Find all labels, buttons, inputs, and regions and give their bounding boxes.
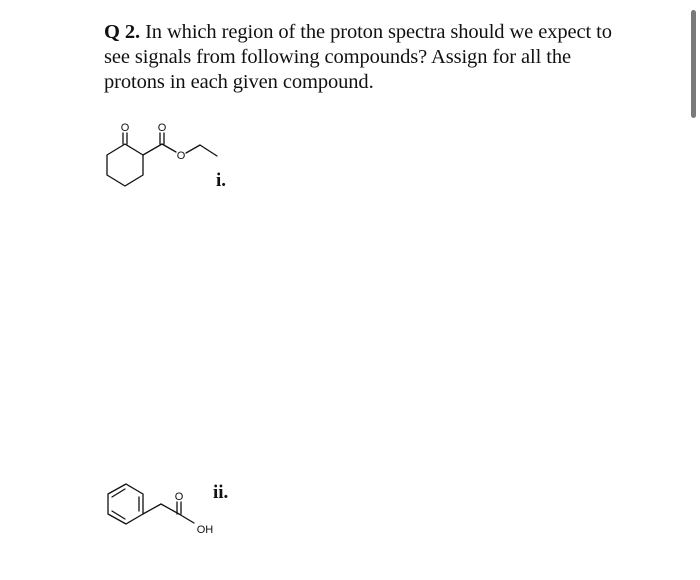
compound-i-ester-carbonyl-oxygen: O bbox=[157, 122, 167, 134]
question-number: Q 2. bbox=[104, 21, 141, 43]
scrollbar[interactable] bbox=[691, 10, 696, 118]
compound-ii-label: ii. bbox=[213, 482, 229, 503]
compound-i-label: i. bbox=[216, 170, 227, 191]
compound-i-ketone-oxygen: O bbox=[120, 122, 130, 134]
question-body: In which region of the proton spectra should we expect to see signals from following compounds? Assign for all the protons in each given compound. bbox=[104, 21, 612, 93]
compound-ii-carbonyl-oxygen: O bbox=[174, 491, 184, 503]
compound-ii-hydroxyl: OH bbox=[196, 524, 214, 536]
compound-i-ester-oxygen: O bbox=[176, 150, 186, 162]
